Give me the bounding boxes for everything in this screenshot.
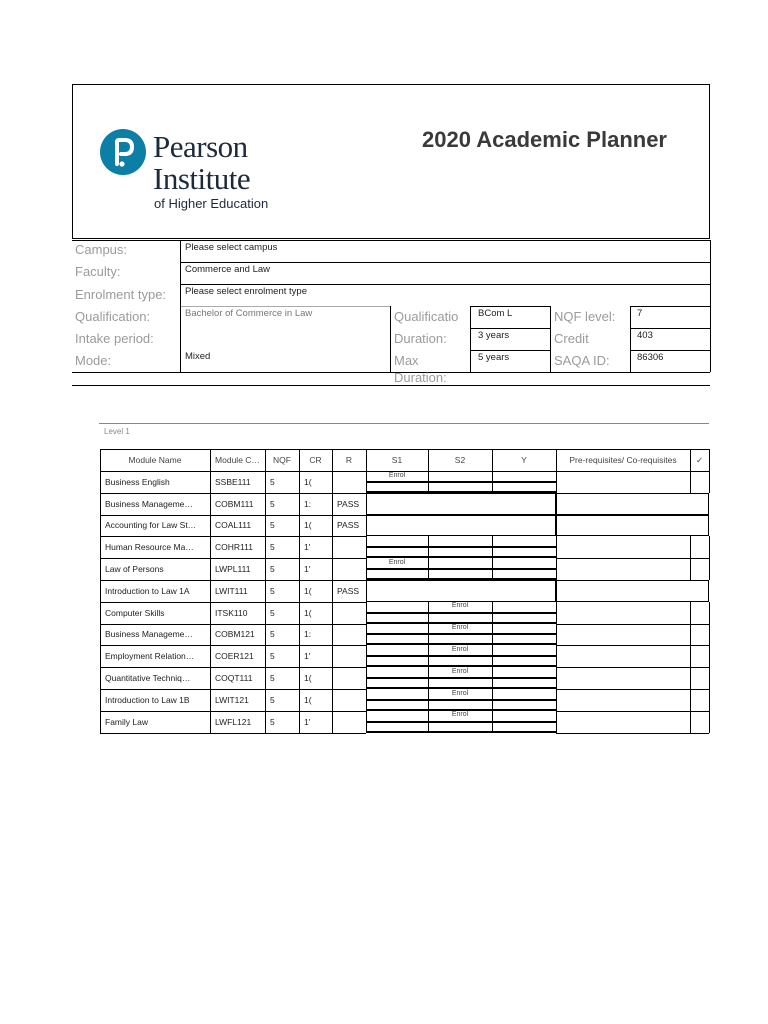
enrol-bar	[366, 731, 428, 733]
cr-cell: 1'	[304, 564, 311, 575]
r-cell	[337, 667, 363, 689]
logo-text-pearson: Pearson	[153, 129, 248, 164]
divider	[470, 306, 550, 307]
enrol-option-s2[interactable]	[428, 481, 492, 483]
column-divider	[366, 711, 367, 733]
prerequisites-cell	[556, 515, 709, 537]
qualification-code-label: Qualificatio	[394, 309, 459, 324]
header-module-code: Module C…	[215, 455, 260, 465]
divider	[470, 328, 550, 329]
header-prerequisites: Pre-requisites/ Co-requisites	[569, 455, 677, 465]
enrol-option-s1[interactable]	[366, 612, 428, 614]
enrolment-type-select[interactable]: Please select enrolment type	[185, 286, 307, 297]
completed-checkbox[interactable]	[690, 689, 709, 711]
nqf-cell: 5	[270, 476, 275, 487]
nqf-cell: 5	[270, 542, 275, 553]
divider	[72, 385, 710, 386]
header-nqf: NQF	[273, 455, 291, 465]
column-divider	[492, 645, 493, 667]
enrol-label: Enrol	[451, 667, 469, 675]
completed-checkbox[interactable]	[690, 645, 709, 667]
logo-text-subtitle: of Higher Education	[154, 196, 269, 211]
prerequisites-cell[interactable]	[556, 645, 690, 667]
column-divider	[709, 449, 710, 471]
qualification-select[interactable]: Bachelor of Commerce in Law	[185, 308, 313, 319]
divider	[180, 284, 710, 285]
nqf-cell: 5	[270, 673, 275, 684]
r-cell	[337, 536, 363, 558]
header-r: R	[345, 455, 353, 465]
column-divider	[366, 602, 367, 624]
duration-value: 3 years	[478, 330, 510, 341]
enrol-label: Enrol	[451, 645, 469, 653]
intake-period-label: Intake period:	[75, 331, 154, 346]
prerequisites-cell[interactable]	[556, 471, 690, 493]
nqf-level-label: NQF level:	[554, 309, 616, 324]
divider	[180, 306, 390, 307]
enrol-option-s2[interactable]	[428, 546, 492, 548]
divider	[99, 423, 709, 424]
module-name-cell: Business Manageme…	[105, 629, 193, 640]
nqf-level-value: 7	[637, 308, 643, 319]
cr-cell: 1(	[304, 476, 312, 487]
completed-checkbox[interactable]	[690, 536, 709, 558]
module-code-cell: COBM111	[215, 498, 254, 509]
column-divider	[492, 602, 493, 624]
cr-cell: 1(	[304, 585, 312, 596]
faculty-select[interactable]: Commerce and Law	[185, 264, 271, 275]
column-divider	[428, 536, 429, 558]
enrol-option-s1[interactable]	[366, 633, 428, 635]
column-divider	[492, 711, 493, 733]
header-cr: CR	[309, 455, 322, 465]
enrol-label: Enrol	[388, 471, 406, 479]
enrol-option-y[interactable]	[492, 655, 556, 657]
prerequisites-cell[interactable]	[556, 711, 690, 733]
nqf-cell: 5	[270, 564, 275, 575]
divider	[180, 262, 710, 263]
cr-cell: 1(	[304, 694, 312, 705]
enrol-option-s1[interactable]	[366, 546, 428, 548]
enrol-option-s1[interactable]	[366, 721, 428, 723]
saqa-id-label: SAQA ID:	[554, 353, 610, 368]
enrol-option-s2[interactable]	[428, 612, 492, 614]
credit-value: 403	[637, 330, 653, 341]
module-code-cell: SSBE111	[215, 476, 251, 487]
enrol-option-s1[interactable]	[366, 481, 428, 483]
column-divider	[366, 624, 367, 646]
enrol-bar	[428, 731, 492, 733]
enrol-option-s2[interactable]	[428, 568, 492, 570]
module-code-cell: COAL111	[215, 520, 252, 531]
enrol-option-s2[interactable]	[428, 655, 492, 657]
completed-checkbox[interactable]	[690, 471, 709, 493]
enrol-option-s1[interactable]	[366, 568, 428, 570]
row-divider	[556, 733, 709, 734]
column-divider	[690, 449, 691, 471]
header-s1: S1	[391, 455, 403, 465]
module-name-cell: Computer Skills	[105, 607, 165, 618]
divider	[630, 306, 710, 307]
cr-cell: 1(	[304, 607, 312, 618]
column-divider	[366, 536, 367, 558]
module-name-cell: Accounting for Law St…	[105, 520, 197, 531]
enrol-option-y[interactable]	[492, 721, 556, 723]
completed-checkbox[interactable]	[690, 602, 709, 624]
mode-value: Mixed	[185, 351, 211, 362]
column-divider	[709, 689, 710, 711]
faculty-label: Faculty:	[75, 264, 121, 279]
header-module-name: Module Name	[128, 455, 182, 465]
column-divider	[366, 689, 367, 711]
module-code-cell: COER121	[215, 651, 254, 662]
column-divider	[709, 624, 710, 646]
nqf-cell: 5	[270, 520, 275, 531]
module-code-cell: COQT111	[215, 673, 253, 684]
r-cell	[337, 624, 363, 646]
module-code-cell: COBM121	[215, 629, 255, 640]
max-duration-label-2: Duration:	[394, 370, 447, 385]
campus-select[interactable]: Please select campus	[185, 242, 278, 253]
module-name-cell: Employment Relation…	[105, 651, 195, 662]
table-border	[100, 449, 709, 450]
r-cell	[337, 602, 363, 624]
header-y: Y	[521, 455, 527, 465]
nqf-cell: 5	[270, 585, 275, 596]
enrolment-type-label: Enrolment type:	[75, 287, 167, 302]
column-divider	[709, 667, 710, 689]
completed-checkbox[interactable]	[690, 624, 709, 646]
cr-cell: 1'	[304, 542, 311, 553]
divider	[470, 306, 471, 372]
column-divider	[709, 645, 710, 667]
module-name-cell: Business English	[105, 476, 170, 487]
column-divider	[366, 645, 367, 667]
column-divider	[492, 689, 493, 711]
nqf-cell: 5	[270, 716, 275, 727]
divider	[72, 372, 710, 373]
duration-label: Duration:	[394, 331, 447, 346]
column-divider	[709, 536, 710, 558]
saqa-id-value: 86306	[637, 352, 664, 363]
enrol-option-y[interactable]	[492, 633, 556, 635]
cr-cell: 1:	[304, 629, 312, 640]
prerequisites-cell[interactable]	[556, 602, 690, 624]
r-cell: PASS	[337, 585, 360, 596]
header-check: ✓	[695, 454, 704, 465]
divider	[72, 240, 710, 241]
column-divider	[366, 667, 367, 689]
level-label: Level 1	[104, 427, 130, 436]
column-divider	[709, 711, 710, 733]
enrol-option-y[interactable]	[492, 677, 556, 679]
enrol-option-s2[interactable]	[428, 721, 492, 723]
enrol-label: Enrol	[451, 602, 469, 610]
enrol-option-s1[interactable]	[366, 699, 428, 701]
column-divider	[709, 558, 710, 580]
column-divider	[709, 602, 710, 624]
cr-cell: 1'	[304, 716, 311, 727]
nqf-cell: 5	[270, 651, 275, 662]
prerequisites-cell	[556, 493, 709, 515]
cr-cell: 1(	[304, 673, 312, 684]
enrol-option-s1[interactable]	[366, 677, 428, 679]
prerequisites-cell[interactable]	[556, 689, 690, 711]
column-divider	[492, 449, 493, 471]
r-cell	[337, 645, 363, 667]
divider	[180, 240, 181, 372]
divider	[470, 350, 550, 351]
column-divider	[492, 471, 493, 493]
header-s2: S2	[454, 455, 466, 465]
enrol-bar	[492, 731, 556, 733]
enrol-option-s2[interactable]	[428, 633, 492, 635]
enrol-option-y[interactable]	[492, 568, 556, 570]
column-divider	[492, 667, 493, 689]
cr-cell: 1'	[304, 651, 311, 662]
module-code-cell: COHR111	[215, 542, 253, 553]
enrol-option-s2[interactable]	[428, 677, 492, 679]
r-cell	[337, 558, 363, 580]
enrol-option-y[interactable]	[492, 481, 556, 483]
column-divider	[709, 471, 710, 493]
r-cell	[337, 471, 363, 493]
completed-checkbox[interactable]	[690, 711, 709, 733]
enrol-label: Enrol	[451, 689, 469, 697]
enrol-option-s1[interactable]	[366, 655, 428, 657]
enrol-option-s2[interactable]	[428, 699, 492, 701]
module-name-cell: Human Resource Ma…	[105, 542, 194, 553]
nqf-cell: 5	[270, 498, 275, 509]
r-cell	[337, 689, 363, 711]
module-code-cell: LWFL121	[215, 716, 252, 727]
prerequisites-cell[interactable]	[556, 624, 690, 646]
page-title: 2020 Academic Planner	[422, 127, 667, 152]
enrol-label: Enrol	[451, 711, 469, 719]
divider	[630, 350, 710, 351]
r-cell	[337, 711, 363, 733]
qualification-code-value: BCom L	[478, 308, 513, 319]
enrol-option-y[interactable]	[492, 612, 556, 614]
module-name-cell: Law of Persons	[105, 564, 164, 575]
nqf-cell: 5	[270, 694, 275, 705]
module-code-cell: LWPL111	[215, 564, 251, 575]
campus-label: Campus:	[75, 242, 128, 257]
module-name-cell: Quantitative Techniq…	[105, 673, 191, 684]
row-divider	[100, 733, 366, 734]
credit-label: Credit	[554, 331, 589, 346]
completed-checkbox[interactable]	[690, 667, 709, 689]
column-divider	[428, 449, 429, 471]
column-divider	[492, 624, 493, 646]
mode-label: Mode:	[75, 353, 112, 368]
divider	[630, 306, 631, 372]
completed-checkbox[interactable]	[690, 558, 709, 580]
passed-status-box	[366, 493, 556, 515]
column-divider	[492, 536, 493, 558]
module-code-cell: ITSK110	[215, 607, 248, 618]
max-duration-value: 5 years	[478, 352, 510, 363]
divider	[550, 306, 551, 372]
module-name-cell: Business Manageme…	[105, 498, 193, 509]
r-cell: PASS	[337, 498, 360, 509]
enrol-label: Enrol	[451, 624, 469, 632]
module-code-cell: LWIT111	[215, 585, 248, 596]
column-divider	[556, 449, 557, 471]
passed-status-box	[366, 515, 556, 537]
column-divider	[492, 558, 493, 580]
max-duration-label: Max	[394, 353, 419, 368]
divider	[710, 240, 711, 372]
module-code-cell: LWIT121	[215, 694, 249, 705]
qualification-label: Qualification:	[75, 309, 151, 324]
column-divider	[428, 471, 429, 493]
enrol-option-y[interactable]	[492, 546, 556, 548]
cr-cell: 1(	[304, 520, 312, 531]
prerequisites-cell[interactable]	[556, 667, 690, 689]
logo-text-institute: Institute	[153, 161, 251, 196]
r-cell: PASS	[337, 520, 360, 531]
nqf-cell: 5	[270, 607, 275, 618]
prerequisites-cell	[556, 580, 709, 602]
module-name-cell: Introduction to Law 1A	[105, 585, 190, 596]
cr-cell: 1:	[304, 498, 312, 509]
divider	[630, 328, 710, 329]
module-name-cell: Introduction to Law 1B	[105, 694, 190, 705]
nqf-cell: 5	[270, 629, 275, 640]
divider	[390, 306, 391, 372]
prerequisites-cell[interactable]	[556, 558, 690, 580]
enrol-label: Enrol	[388, 558, 406, 566]
pearson-logo-icon	[100, 129, 146, 175]
passed-status-box	[366, 580, 556, 602]
column-divider	[428, 558, 429, 580]
module-name-cell: Family Law	[105, 716, 148, 727]
prerequisites-cell[interactable]	[556, 536, 690, 558]
enrol-option-y[interactable]	[492, 699, 556, 701]
